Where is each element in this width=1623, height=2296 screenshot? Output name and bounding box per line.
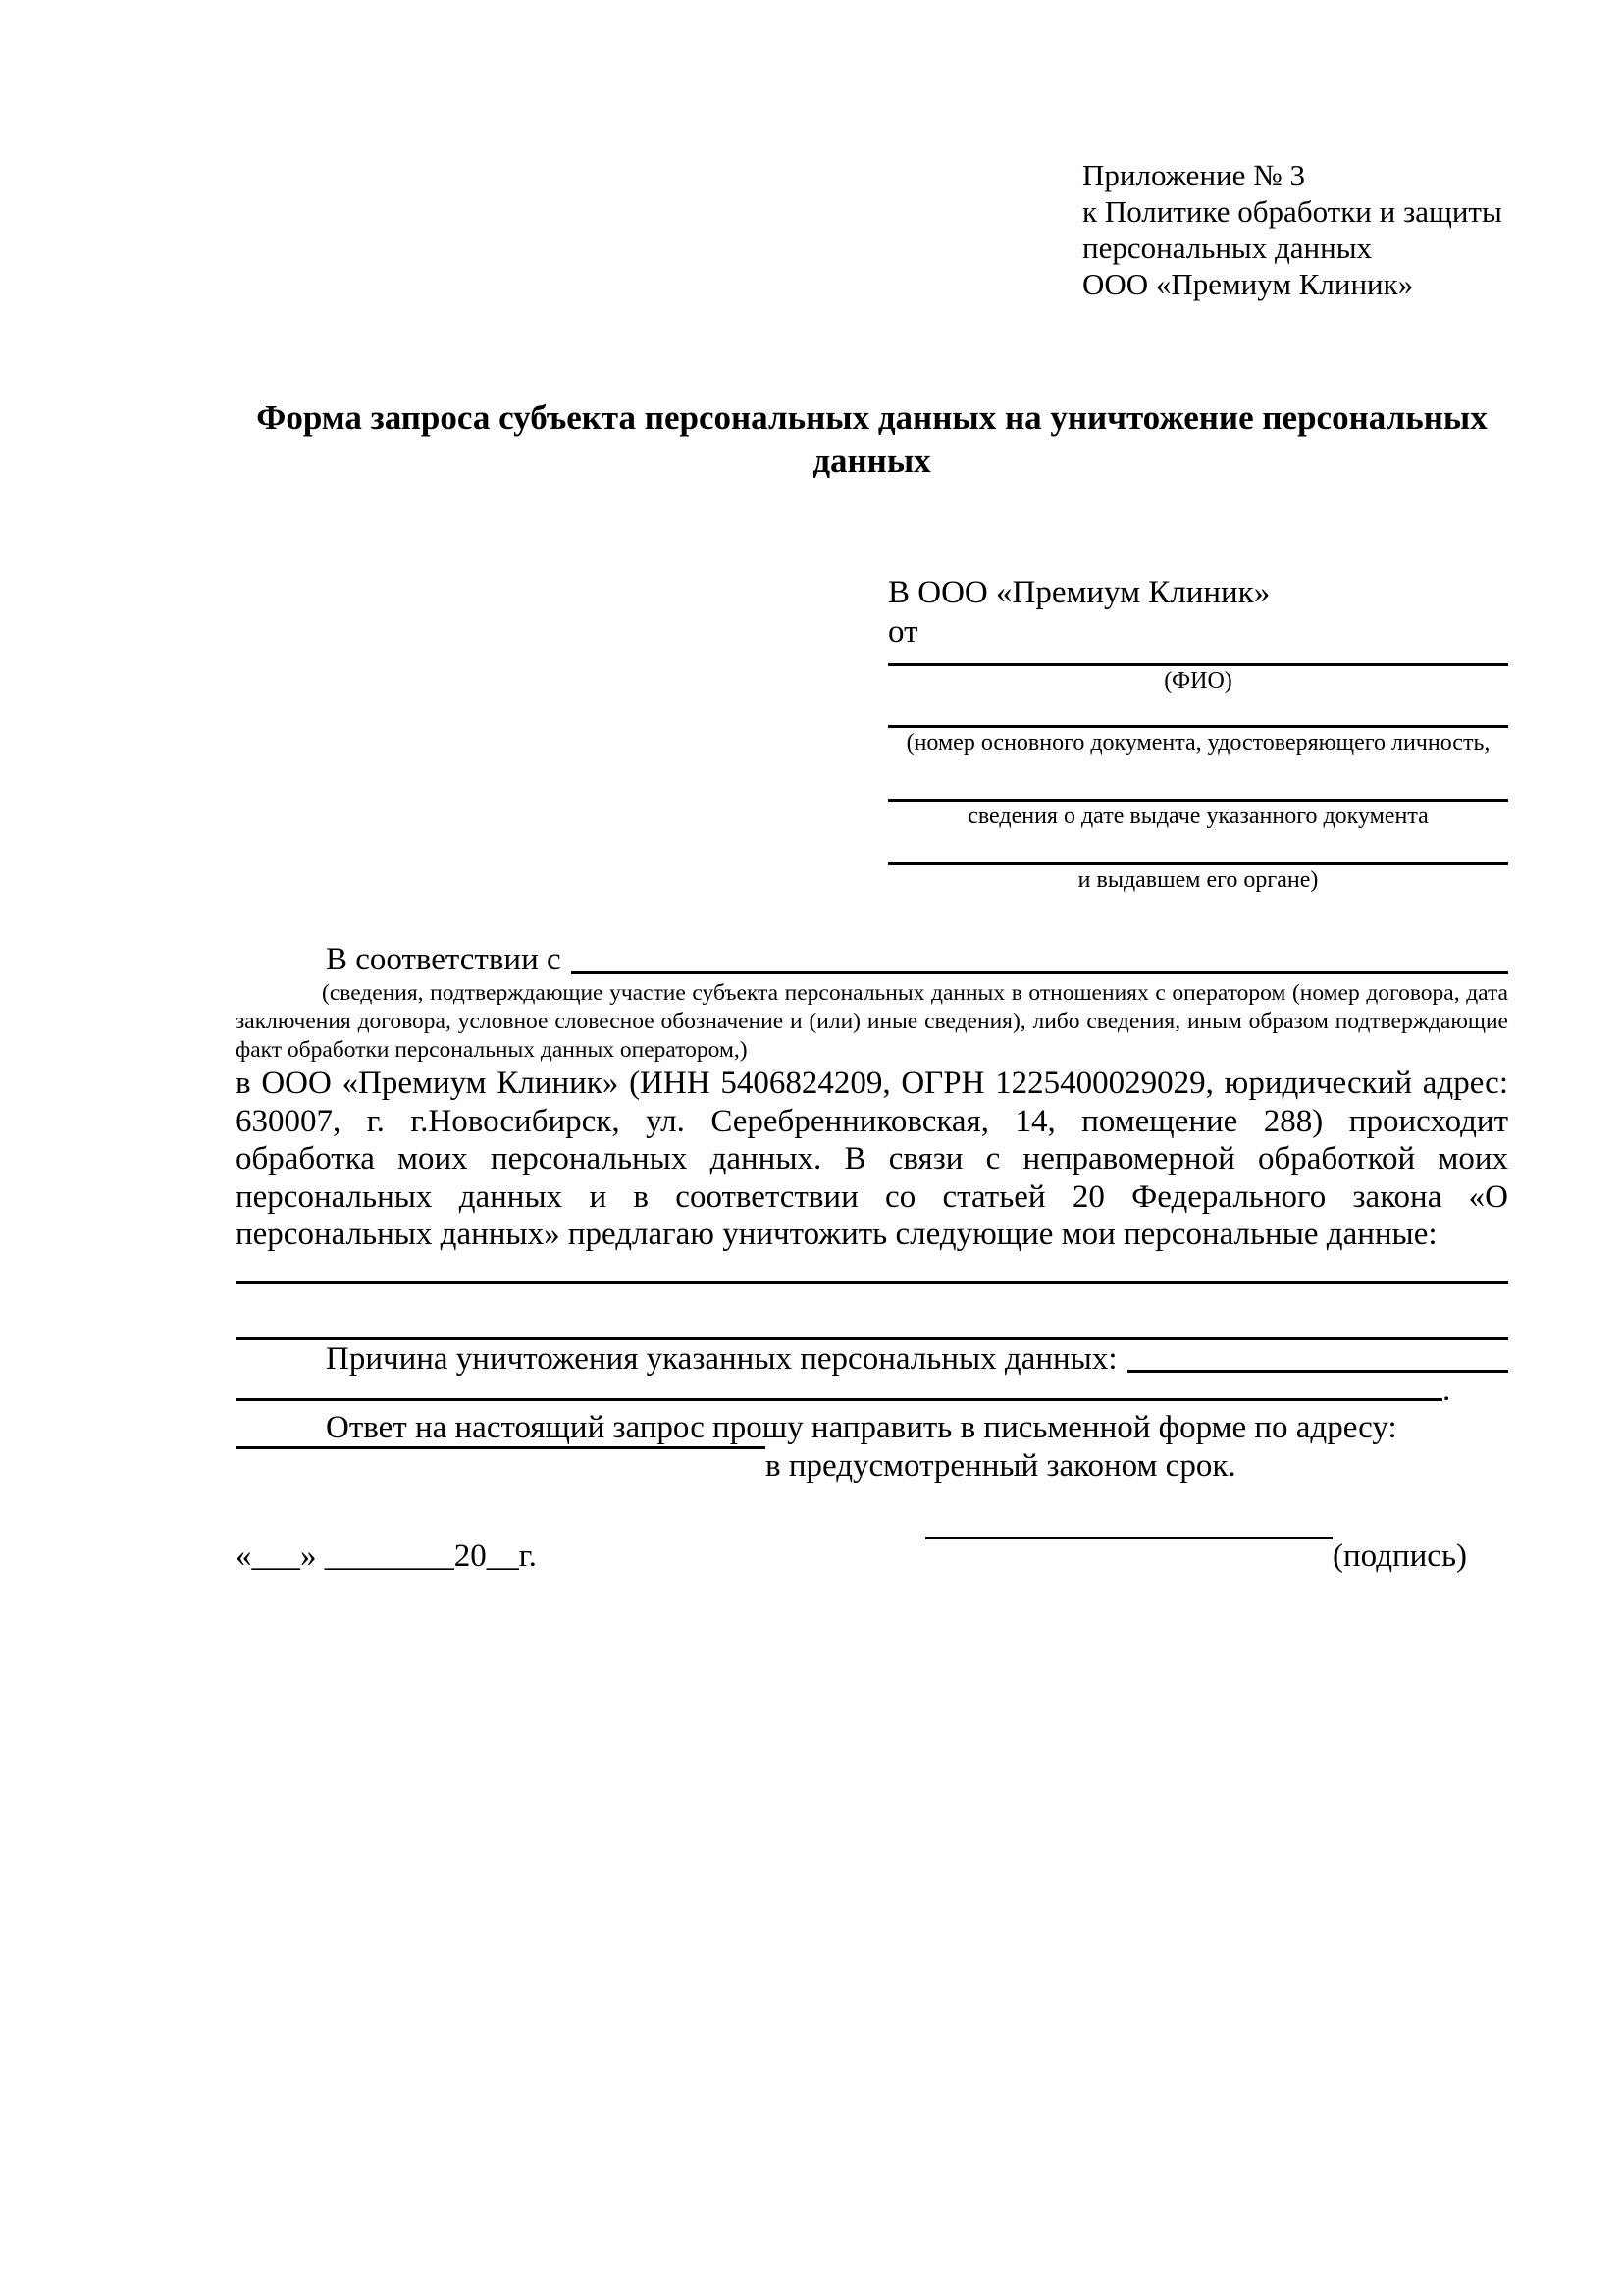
personal-data-fill-line-1 bbox=[236, 1281, 1508, 1284]
signature-fill-line bbox=[925, 1537, 1333, 1539]
addressee-to: В ООО «Премиум Клиник» bbox=[888, 575, 1271, 610]
signature-group bbox=[925, 1537, 1467, 1576]
appendix-header-line: персональных данных bbox=[1082, 231, 1373, 265]
reason-label: Причина уничтожения указанных персональных данных: bbox=[326, 1340, 1118, 1377]
issuing-authority-caption: и выдавшем его органе) bbox=[1077, 867, 1319, 893]
reason-row bbox=[236, 1340, 1508, 1378]
accordance-fill-line bbox=[571, 940, 1508, 974]
addressee-block bbox=[888, 573, 1508, 895]
main-paragraph: в ООО «Премиум Клиник» (ИНН 5406824209, ОГРН 1225400029029, юридический адрес: 630007, г. г.Новосибирск, ул. Серебренниковская, 14, помещение 288) происходит обработка моих персональных данных. В связи с неправомерной обработкой моих персональных данных и в соответствии со статьей 20 Федерального закона «О персональных данных» предлагаю уничтожить следующие мои персональные данные: bbox=[236, 1066, 1508, 1252]
response-request-paragraph: Ответ на настоящий запрос прошу направить в письменной форме по адресу: bbox=[326, 1409, 1397, 1445]
fio-caption: (ФИО) bbox=[1164, 668, 1232, 694]
accordance-label: В соответствии с bbox=[326, 942, 561, 977]
appendix-header-line: Приложение № 3 bbox=[1082, 158, 1305, 192]
accordance-footnote: (сведения, подтверждающие участие субъекта персональных данных в отношениях с оператором (номер договора, дата заключения договора, условное словесное обозначение и (или) иные сведения), либо сведения, иным образом подтверждающие факт обработки персональных данных оператором,) bbox=[236, 980, 1508, 1063]
appendix-header-line: к Политике обработки и защиты bbox=[1082, 194, 1502, 229]
signature-caption: (подпись) bbox=[1333, 1538, 1467, 1574]
appendix-header bbox=[1082, 157, 1508, 302]
address-fill-line bbox=[236, 1446, 765, 1449]
date-line: «___» ________20__г. bbox=[236, 1538, 537, 1574]
line-terminator: . bbox=[1442, 1372, 1451, 1408]
response-address-row bbox=[236, 1446, 1508, 1486]
accordance-row bbox=[236, 940, 1508, 979]
document-title: Форма запроса субъекта персональных данных на уничтожение персональных данных bbox=[256, 398, 1488, 480]
addressee-from-label: от bbox=[888, 614, 918, 650]
response-tail-text: в предусмотренный законом срок. bbox=[765, 1447, 1236, 1484]
reason-continuation-row bbox=[236, 1372, 1508, 1408]
document-number-caption: (номер основного документа, удостоверяющего личность, bbox=[906, 730, 1491, 756]
appendix-header-line: ООО «Премиум Клиник» bbox=[1082, 267, 1414, 301]
reason-fill-line bbox=[1127, 1340, 1508, 1373]
footer-row bbox=[236, 1537, 1508, 1576]
issue-date-caption: сведения о дате выдаче указанного документа bbox=[968, 804, 1429, 829]
reason-fill-line-2 bbox=[236, 1398, 1442, 1401]
